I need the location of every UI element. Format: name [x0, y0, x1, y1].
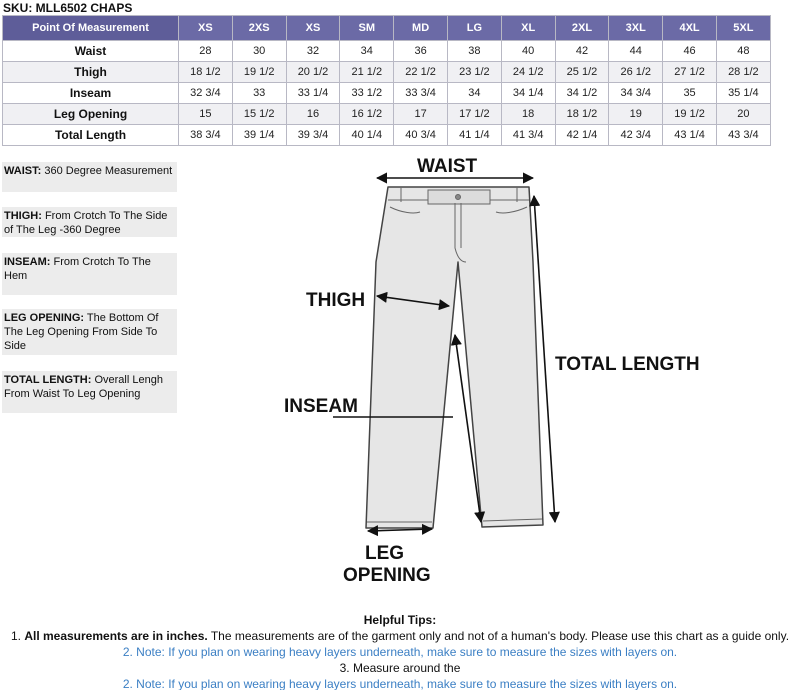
table-cell: 16 1/2: [340, 104, 394, 125]
table-cell: 34 1/2: [555, 83, 609, 104]
row-label: Total Length: [3, 125, 179, 146]
table-cell: 39 3/4: [286, 125, 340, 146]
definition-term: LEG OPENING:: [4, 312, 85, 324]
definition-term: TOTAL LENGTH:: [4, 374, 92, 386]
header-size: XL: [501, 16, 555, 41]
table-cell: 16: [286, 104, 340, 125]
total-length-arrow: [534, 196, 555, 522]
table-cell: 35: [663, 83, 717, 104]
table-cell: 33: [232, 83, 286, 104]
table-cell: 40 1/4: [340, 125, 394, 146]
definition-total-length: [2, 371, 177, 413]
table-cell: 40: [501, 41, 555, 62]
header-size: 4XL: [663, 16, 717, 41]
header-size: MD: [394, 16, 448, 41]
row-label: Waist: [3, 41, 179, 62]
header-point-of-measurement: Point Of Measurement: [3, 16, 179, 41]
table-cell: 39 1/4: [232, 125, 286, 146]
table-cell: 44: [609, 41, 663, 62]
tip-1-prefix: 1.: [10, 629, 25, 643]
table-cell: 22 1/2: [394, 62, 448, 83]
row-label: Leg Opening: [3, 104, 179, 125]
definition-text: Overall Lengh From Waist To Leg Opening: [4, 374, 163, 400]
definition-term: THIGH:: [4, 210, 42, 222]
diagram-label-total-length: TOTAL LENGTH: [555, 354, 700, 375]
measurement-lines: [333, 178, 555, 531]
table-cell: 42 1/4: [555, 125, 609, 146]
diagram-label-waist: WAIST: [417, 156, 478, 177]
table-cell: 33 3/4: [394, 83, 448, 104]
table-cell: 23 1/2: [447, 62, 501, 83]
table-cell: 25 1/2: [555, 62, 609, 83]
row-label: Inseam: [3, 83, 179, 104]
header-size: SM: [340, 16, 394, 41]
definition-leg-opening: [2, 309, 177, 355]
definition-term: WAIST:: [4, 165, 42, 177]
definition-inseam: [2, 253, 177, 295]
inseam-arrow: [455, 335, 481, 522]
table-cell: 32 3/4: [179, 83, 233, 104]
tip-1-rest: The measurements are of the garment only and not of a human's body. Please use this chart as a guide only.: [207, 629, 790, 643]
table-cell: 34: [447, 83, 501, 104]
definition-text: 360 Degree Measurement: [41, 165, 173, 177]
table-cell: 34: [340, 41, 394, 62]
table-cell: 26 1/2: [609, 62, 663, 83]
table-cell: 17: [394, 104, 448, 125]
table-cell: 17 1/2: [447, 104, 501, 125]
helpful-tips: [0, 612, 800, 690]
table-cell: 43 3/4: [716, 125, 770, 146]
table-cell: 48: [716, 41, 770, 62]
tip-1-bold: All measurements are in inches.: [24, 629, 208, 643]
sku-title: SKU: MLL6502 CHAPS: [3, 1, 133, 15]
table-row: [3, 41, 771, 62]
header-size: 5XL: [716, 16, 770, 41]
row-label: Thigh: [3, 62, 179, 83]
table-cell: 41 3/4: [501, 125, 555, 146]
table-body: [3, 41, 771, 146]
table-cell: 38: [447, 41, 501, 62]
pants-details: [367, 187, 542, 522]
table-cell: 20: [716, 104, 770, 125]
table-cell: 19 1/2: [232, 62, 286, 83]
tip-line-2: 2. Note: If you plan on wearing heavy layers underneath, make sure to measure the sizes with layers on.: [122, 645, 678, 659]
table-cell: 34 1/4: [501, 83, 555, 104]
table-cell: 41 1/4: [447, 125, 501, 146]
table-cell: 33 1/2: [340, 83, 394, 104]
table-cell: 42: [555, 41, 609, 62]
table-row: [3, 125, 771, 146]
header-size: XS: [179, 16, 233, 41]
leg-opening-arrow: [368, 529, 432, 531]
table-cell: 19 1/2: [663, 104, 717, 125]
diagram-label-inseam: INSEAM: [284, 396, 358, 417]
table-cell: 32: [286, 41, 340, 62]
table-cell: 30: [232, 41, 286, 62]
table-cell: 18 1/2: [179, 62, 233, 83]
table-cell: 18 1/2: [555, 104, 609, 125]
thigh-arrow: [377, 296, 449, 306]
table-cell: 20 1/2: [286, 62, 340, 83]
header-size: 3XL: [609, 16, 663, 41]
table-row: [3, 62, 771, 83]
header-size: LG: [447, 16, 501, 41]
table-header-row: [3, 16, 771, 41]
diagram-label-opening: OPENING: [343, 565, 431, 586]
table-cell: 15 1/2: [232, 104, 286, 125]
definition-term: INSEAM:: [4, 256, 51, 268]
pants-outline: [366, 187, 543, 528]
tips-title: Helpful Tips:: [363, 613, 437, 627]
table-cell: 42 3/4: [609, 125, 663, 146]
tip-line-4: 2. Note: If you plan on wearing heavy layers underneath, make sure to measure the sizes with layers on.: [122, 677, 678, 690]
diagram-label-leg: LEG: [365, 543, 405, 564]
size-chart-table: [2, 15, 771, 146]
table-row: [3, 83, 771, 104]
table-cell: 19: [609, 104, 663, 125]
table-cell: 28: [179, 41, 233, 62]
table-cell: 38 3/4: [179, 125, 233, 146]
table-cell: 35 1/4: [716, 83, 770, 104]
table-cell: 46: [663, 41, 717, 62]
table-cell: 28 1/2: [716, 62, 770, 83]
tip-line-1: [0, 628, 800, 644]
table-cell: 21 1/2: [340, 62, 394, 83]
table-cell: 36: [394, 41, 448, 62]
table-cell: 40 3/4: [394, 125, 448, 146]
table-cell: 33 1/4: [286, 83, 340, 104]
definition-text: From Crotch To The Hem: [4, 256, 151, 282]
table-cell: 18: [501, 104, 555, 125]
table-cell: 24 1/2: [501, 62, 555, 83]
definition-text: From Crotch To The Side of The Leg -360 Degree: [4, 210, 168, 236]
header-size: 2XS: [232, 16, 286, 41]
definition-waist: [2, 162, 177, 192]
definition-thigh: [2, 207, 177, 237]
table-cell: 27 1/2: [663, 62, 717, 83]
table-cell: 15: [179, 104, 233, 125]
table-row: [3, 104, 771, 125]
table-cell: 34 3/4: [609, 83, 663, 104]
header-size: 2XL: [555, 16, 609, 41]
definition-text: The Bottom Of The Leg Opening From Side To Side: [4, 312, 159, 352]
header-size: XS: [286, 16, 340, 41]
table-cell: 43 1/4: [663, 125, 717, 146]
tip-line-3: 3. Measure around the: [339, 661, 461, 675]
diagram-label-thigh: THIGH: [306, 290, 366, 311]
